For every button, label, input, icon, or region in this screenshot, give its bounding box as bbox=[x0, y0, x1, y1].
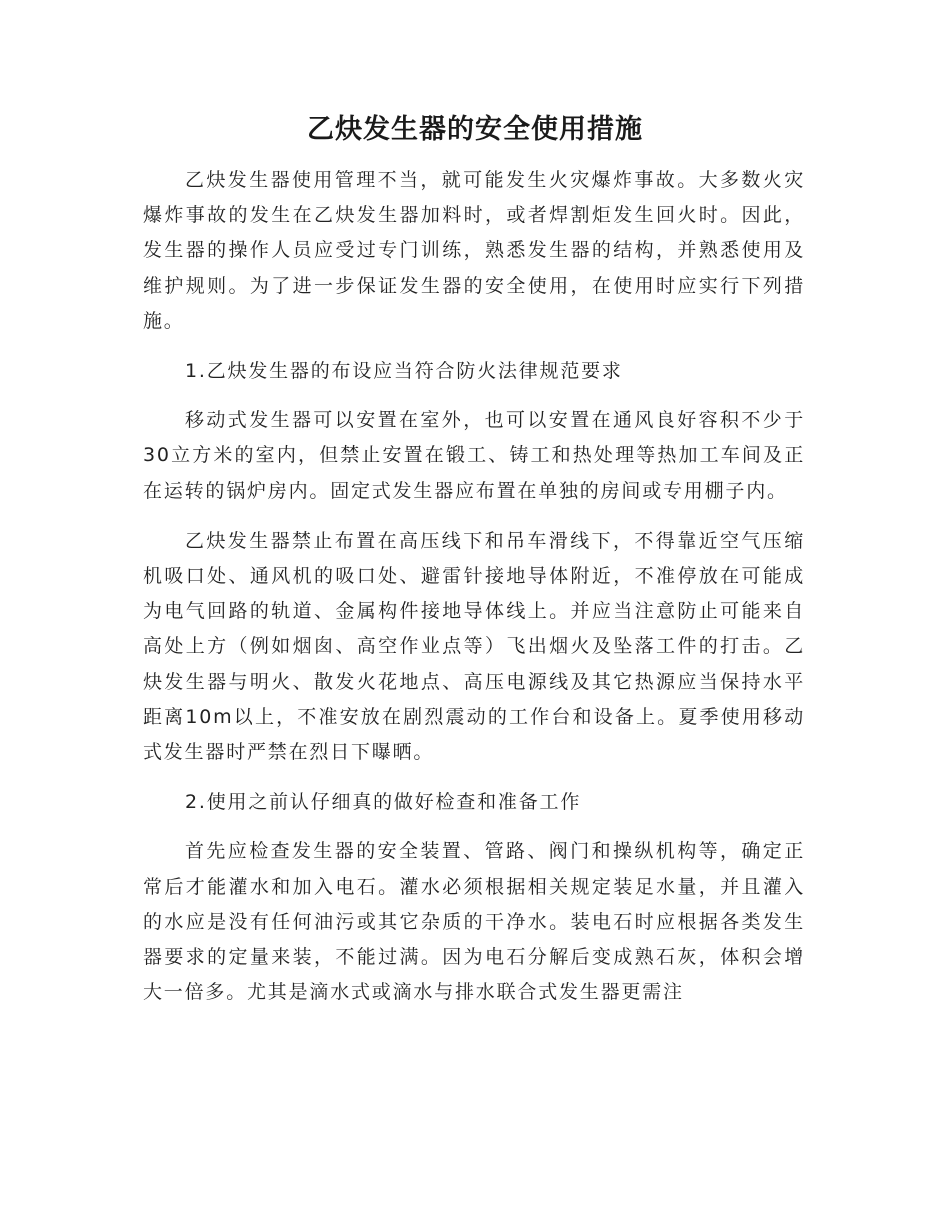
document-title: 乙炔发生器的安全使用措施 bbox=[307, 114, 643, 145]
paragraph-restrictions: 乙炔发生器禁止布置在高压线下和吊车滑线下，不得靠近空气压缩机吸口处、通风机的吸口处、避雷针接地导体附近，不准停放在可能成为电气回路的轨道、金属构件接地导体线上。并应当注意防止可能来自高处上方（例如烟囱、高空作业点等）飞出烟火及坠落工件的打击。乙炔发生器与明火、散发火花地点、高压电源线及其它热源应当保持水平距离10m以上，不准安放在剧烈震动的工作台和设备上。夏季使用移动式发生器时严禁在烈日下曝晒。 bbox=[143, 529, 805, 764]
paragraph-intro: 乙炔发生器使用管理不当，就可能发生火灾爆炸事故。大多数火灾爆炸事故的发生在乙炔发生器加料时，或者焊割炬发生回火时。因此，发生器的操作人员应受过专门训练，熟悉发生器的结构，并熟悉使用及维护规则。为了进一步保证发生器的安全使用，在使用时应实行下列措施。 bbox=[143, 169, 805, 332]
paragraph-placement: 移动式发生器可以安置在室外，也可以安置在通风良好容积不少于30立方米的室内，但禁止安置在锻工、铸工和热处理等热加工车间及正在运转的锅炉房内。固定式发生器应布置在单独的房间或专用棚子内。 bbox=[143, 409, 805, 502]
document-body bbox=[143, 163, 805, 1025]
section-heading-1: 1.乙炔发生器的布设应当符合防火法律规范要求 bbox=[185, 360, 623, 383]
section-heading-2: 2.使用之前认仔细真的做好检查和准备工作 bbox=[185, 791, 582, 814]
paragraph-inspection: 首先应检查发生器的安全装置、管路、阀门和操纵机构等，确定正常后才能灌水和加入电石。灌水必须根据相关规定装足水量，并且灌入的水应是没有任何油污或其它杂质的干净水。装电石时应根据各类发生器要求的定量来装，不能过满。因为电石分解后变成熟石灰，体积会增大一倍多。尤其是滴水式或滴水与排水联合式发生器更需注 bbox=[143, 840, 805, 1004]
